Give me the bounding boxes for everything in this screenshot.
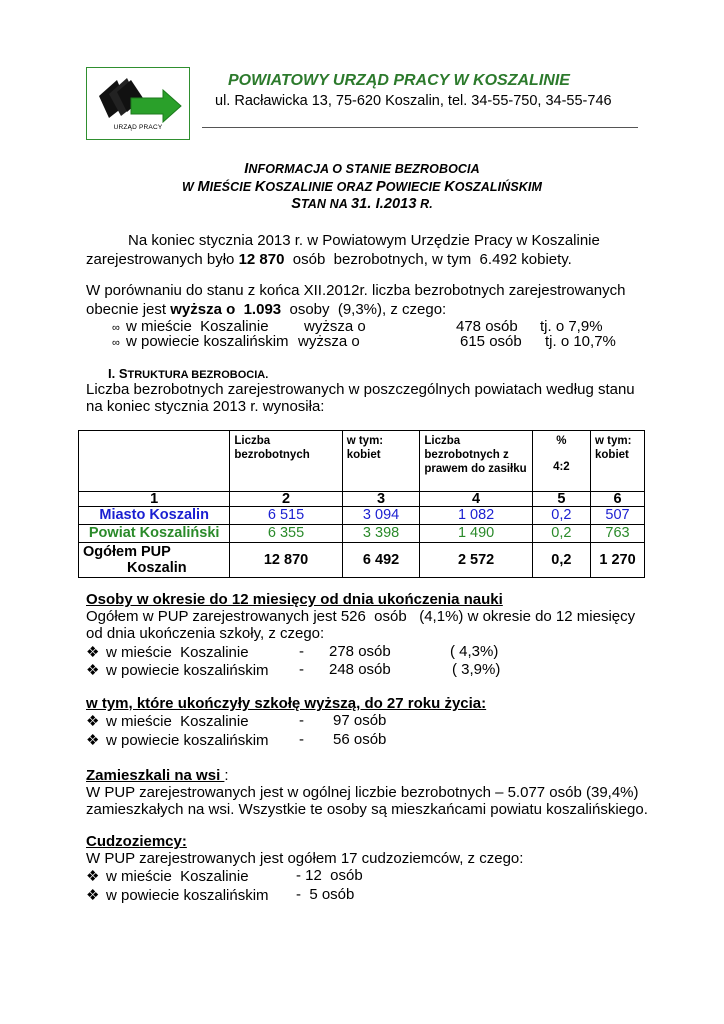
item-label: w powiecie koszalińskim	[106, 887, 269, 904]
row-label-total	[79, 543, 230, 578]
table-header-cell	[79, 431, 230, 492]
diamond-bullet-icon: ❖	[86, 868, 100, 885]
total-label-line: Ogółem PUP	[83, 544, 171, 560]
graduates-text-1: Ogółem w PUP zarejestrowanych jest 526 osób (4,1%) w okresie do 12 miesięcy	[86, 608, 636, 625]
diamond-bullet-icon: ❖	[86, 644, 100, 661]
table-cell: 1 082	[420, 507, 532, 525]
item-count: 97 osób	[333, 712, 387, 729]
title-text: W	[182, 180, 198, 194]
section-heading-part: TRUKTURA BEZROBOCIA	[127, 369, 266, 381]
bullet-label: w powiecie koszalińskim	[126, 333, 289, 350]
bullet-count: 478 osób	[456, 318, 518, 335]
title-text: TAN NA	[301, 197, 351, 211]
logo-caption: URZĄD PRACY	[113, 124, 163, 131]
column-number: 6	[591, 492, 645, 507]
table-row-total	[79, 543, 645, 578]
doc-title-line-1	[0, 161, 724, 177]
rural-heading	[86, 767, 229, 784]
higher-ed-item-county	[86, 731, 269, 749]
table-cell: 6 492	[342, 543, 420, 578]
foreigners-item-county	[86, 886, 269, 904]
doc-title-line-3	[0, 196, 724, 212]
diamond-bullet-icon: ❖	[86, 732, 100, 749]
row-label: Powiat Koszaliński	[79, 525, 230, 543]
table-cell: 6 355	[230, 525, 342, 543]
item-count: 278 osób	[329, 643, 391, 660]
table-cell: 507	[591, 507, 645, 525]
bullet-pct: tj. o 10,7%	[545, 333, 616, 350]
comparison-text: obecnie jest	[86, 301, 171, 318]
table-cell: 1 270	[591, 543, 645, 578]
item-count: 248 osób	[329, 661, 391, 678]
table-cell: 0,2	[532, 525, 590, 543]
intro-line-1: Na koniec stycznia 2013 r. w Powiatowym Urzędzie Pracy w Koszalinie	[128, 232, 600, 249]
title-letter: K	[444, 179, 455, 195]
table-header-cell: Liczba bezrobotnych z prawem do zasiłku	[420, 431, 532, 492]
bullet-count: 615 osób	[460, 333, 522, 350]
rural-heading-colon: :	[224, 767, 229, 784]
item-dash: -	[299, 661, 304, 678]
title-letter: S	[291, 196, 301, 212]
item-count: 56 osób	[333, 731, 387, 748]
pct-label: %	[556, 435, 567, 447]
table-cell: 1 490	[420, 525, 532, 543]
higher-ed-heading: w tym, które ukończyły szkołę wyższą, do 27 roku życia:	[86, 695, 487, 712]
infinity-icon: ∞	[112, 337, 120, 349]
infinity-icon: ∞	[112, 322, 120, 334]
higher-ed-item-city	[86, 712, 249, 730]
column-number: 3	[342, 492, 420, 507]
item-count: - 12 osób	[296, 867, 363, 884]
doc-title-line-2	[0, 179, 724, 195]
title-letter: I	[244, 161, 249, 177]
section-heading-part: .	[265, 369, 269, 381]
column-number: 5	[532, 492, 590, 507]
table-row-powiat	[79, 525, 645, 543]
item-dash: -	[299, 643, 304, 660]
office-address: ul. Racławicka 13, 75-620 Koszalin, tel. 34-55-750, 34-55-746	[215, 93, 612, 109]
rural-heading-text: Zamieszkali na wsi	[86, 767, 225, 784]
diamond-bullet-icon: ❖	[86, 662, 100, 679]
column-number: 1	[79, 492, 230, 507]
title-text: OSZALIŃSKIM	[454, 180, 542, 194]
intro-total: 12 870	[238, 251, 285, 268]
section-text-1: Liczba bezrobotnych zarejestrowanych w poszczególnych powiatach według stanu	[86, 381, 635, 398]
title-text: OWIECIE	[385, 180, 445, 194]
item-label: w mieście Koszalinie	[106, 868, 249, 885]
diamond-bullet-icon: ❖	[86, 887, 100, 904]
table-cell: 12 870	[230, 543, 342, 578]
unemployment-table	[78, 430, 645, 578]
pct-formula: 4:2	[553, 461, 570, 473]
table-cell: 763	[591, 525, 645, 543]
item-pct: ( 3,9%)	[452, 661, 501, 678]
comparison-line-1: W porównaniu do stanu z końca XII.2012r. liczba bezrobotnych zarejestrowanych	[86, 282, 626, 299]
comparison-text: osoby (9,3%), z czego:	[281, 301, 447, 318]
title-letter: K	[254, 179, 266, 195]
table-cell: 0,2	[532, 507, 590, 525]
title-text: R.	[416, 197, 433, 211]
title-date: 31. I.2013	[351, 196, 417, 212]
item-label: w powiecie koszalińskim	[106, 732, 269, 749]
item-label: w mieście Koszalinie	[106, 644, 249, 661]
title-text: OSZALINIE ORAZ	[265, 180, 376, 194]
table-cell: 3 398	[342, 525, 420, 543]
diamond-bullet-icon: ❖	[86, 713, 100, 730]
bullet-change: wyższa o	[298, 333, 360, 350]
change-bullet-county	[112, 333, 289, 350]
foreigners-item-city	[86, 867, 249, 885]
column-number: 2	[230, 492, 342, 507]
header-divider	[202, 127, 638, 128]
title-letter: P	[375, 179, 386, 195]
bullet-label: w mieście Koszalinie	[126, 318, 269, 335]
intro-text: zarejestrowanych było	[86, 251, 239, 268]
item-pct: ( 4,3%)	[450, 643, 499, 660]
comparison-bold: wyższa o 1.093	[170, 301, 282, 318]
office-title: POWIATOWY URZĄD PRACY W KOSZALINIE	[228, 72, 570, 89]
graduates-item-city	[86, 643, 249, 661]
graduates-heading: Osoby w okresie do 12 miesięcy od dnia ukończenia nauki	[86, 591, 503, 608]
table-row-miasto	[79, 507, 645, 525]
table-header-cell: Liczba bezrobotnych	[230, 431, 342, 492]
rural-text-2: zamieszkałych na wsi. Wszystkie te osoby są mieszkańcami powiatu koszalińskiego.	[86, 801, 648, 818]
comparison-line-2	[86, 301, 446, 318]
foreigners-heading: Cudzoziemcy:	[86, 833, 187, 850]
table-header-row	[79, 431, 645, 492]
table-cell: 2 572	[420, 543, 532, 578]
item-count: - 5 osób	[296, 886, 355, 903]
bullet-pct: tj. o 7,9%	[540, 318, 603, 335]
office-logo	[86, 67, 190, 140]
title-letter: M	[197, 179, 210, 195]
intro-text: osób bezrobotnych, w tym 6.492 kobiety.	[284, 251, 572, 268]
table-header-cell: w tym: kobiet	[342, 431, 420, 492]
item-label: w mieście Koszalinie	[106, 713, 249, 730]
table-header-cell: w tym: kobiet	[591, 431, 645, 492]
graduates-item-county	[86, 661, 269, 679]
foreigners-text: W PUP zarejestrowanych jest ogółem 17 cudzoziemców, z czego:	[86, 850, 524, 867]
section-heading-structure	[108, 366, 268, 381]
column-number: 4	[420, 492, 532, 507]
section-heading-part: I. S	[108, 366, 128, 381]
item-dash: -	[299, 731, 304, 748]
bullet-change: wyższa o	[304, 318, 366, 335]
table-cell: 0,2	[532, 543, 590, 578]
item-label: w powiecie koszalińskim	[106, 662, 269, 679]
title-text: IEŚCIE	[209, 180, 255, 194]
rural-text-1: W PUP zarejestrowanych jest w ogólnej liczbie bezrobotnych – 5.077 osób (39,4%)	[86, 784, 639, 801]
title-text: NFORMACJA O STANIE BEZROBOCIA	[248, 162, 480, 176]
section-text-2: na koniec stycznia 2013 r. wynosiła:	[86, 398, 325, 415]
table-cell: 3 094	[342, 507, 420, 525]
row-label: Miasto Koszalin	[79, 507, 230, 525]
table-cell: 6 515	[230, 507, 342, 525]
graduates-text-2: od dnia ukończenia szkoły, z czego:	[86, 625, 325, 642]
total-label-line: Koszalin	[127, 560, 187, 576]
table-header-cell-pct	[532, 431, 590, 492]
item-dash: -	[299, 712, 304, 729]
table-number-row	[79, 492, 645, 507]
intro-line-2	[86, 251, 572, 268]
